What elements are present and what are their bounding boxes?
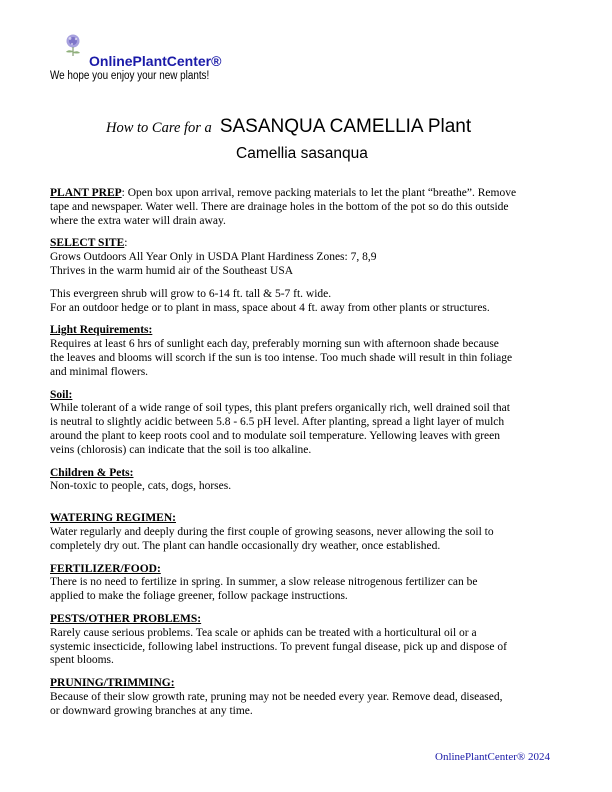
- section-fertilizer: [50, 563, 562, 604]
- pruning-line: or downward growing branches at any time.: [50, 704, 253, 717]
- pests-heading: PESTS/OTHER PROBLEMS:: [50, 612, 202, 625]
- plant-prep-line: tape and newspaper. Water well. There are drainage holes in the bottom of the pot so do this outside: [50, 200, 509, 213]
- plant-prep-line: where the extra water will drain away.: [50, 214, 226, 227]
- pruning-line: Because of their slow growth rate, pruning may not be needed every year. Remove dead, diseased,: [50, 690, 503, 703]
- section-pruning: [50, 677, 562, 718]
- section-pests: [50, 613, 562, 668]
- select-site-line: Grows Outdoors All Year Only in USDA Plant Hardiness Zones: 7, 8,9: [50, 251, 377, 264]
- page-title: [106, 116, 471, 138]
- fertilizer-line: applied to make the foliage greener, follow package instructions.: [50, 590, 348, 603]
- light-line: the leaves and blooms will scorch if the sun is too intense. Too much shade will result in thin foliage: [50, 351, 513, 364]
- section-size: [50, 288, 562, 316]
- light-line: Requires at least 6 hrs of sunlight each day, preferably morning sun with afternoon shade because: [50, 338, 499, 351]
- children-pets-line: Non-toxic to people, cats, dogs, horses.: [50, 480, 232, 493]
- select-site-colon: :: [124, 237, 128, 250]
- light-heading: Light Requirements:: [50, 324, 153, 337]
- section-light: [50, 324, 562, 379]
- soil-heading: Soil:: [50, 388, 73, 401]
- section-select-site: [50, 237, 562, 278]
- tagline: We hope you enjoy your new plants!: [50, 70, 210, 82]
- care-instructions: [50, 187, 562, 728]
- watering-heading: WATERING REGIMEN:: [50, 512, 176, 525]
- watering-line: Water regularly and deeply during the first couple of growing seasons, never allowing the soil to: [50, 525, 494, 538]
- title-prefix: How to Care for a: [106, 120, 212, 136]
- section-watering: [50, 512, 562, 553]
- soil-line: around the plant to keep roots cool and to modulate soil temperature. Yellowing leaves with green: [50, 429, 500, 442]
- plant-prep-heading: PLANT PREP: [50, 187, 122, 199]
- soil-line: is neutral to slightly acidic between 5.8 - 6.5 pH level. After planting, spread a light layer of mulch: [50, 416, 505, 429]
- size-line: For an outdoor hedge or to plant in mass, space about 4 ft. away from other plants or structures.: [50, 301, 490, 314]
- soil-line: veins (chlorosis) can indicate that the soil is too alkaline.: [50, 443, 312, 456]
- pests-line: spent blooms.: [50, 654, 114, 667]
- fertilizer-heading: FERTILIZER/FOOD:: [50, 562, 161, 575]
- section-plant-prep: [50, 187, 562, 228]
- size-line: This evergreen shrub will grow to 6-14 ft. tall & 5-7 ft. wide.: [50, 287, 332, 300]
- section-children-pets: [50, 467, 562, 495]
- light-line: and minimal flowers.: [50, 365, 149, 378]
- select-site-line: Thrives in the warm humid air of the Southeast USA: [50, 264, 294, 277]
- plant-name: SASANQUA CAMELLIA Plant: [219, 116, 472, 137]
- pests-line: Rarely cause serious problems. Tea scale or aphids can be treated with a horticultural oil or a: [50, 626, 477, 639]
- pests-line: systemic insecticide, following label instructions. To prevent fungal disease, pick up and dispose of: [50, 640, 507, 653]
- soil-line: While tolerant of a wide range of soil types, this plant prefers organically rich, well drained soil that: [50, 402, 510, 415]
- watering-line: completely dry out. The plant can handle occasionally dry weather, once established.: [50, 539, 441, 552]
- children-pets-heading: Children & Pets:: [50, 466, 134, 479]
- flower-logo-icon: [62, 33, 84, 57]
- select-site-heading: SELECT SITE: [50, 237, 125, 250]
- botanical-name: Camellia sasanqua: [236, 145, 368, 162]
- footer-copyright: OnlinePlantCenter® 2024: [435, 751, 550, 763]
- plant-prep-line: : Open box upon arrival, remove packing materials to let the plant “breathe”. Remove: [121, 187, 517, 199]
- section-soil: [50, 389, 562, 458]
- fertilizer-line: There is no need to fertilize in spring. In summer, a slow release nitrogenous fertilizer can be: [50, 576, 478, 589]
- pruning-heading: PRUNING/TRIMMING:: [50, 677, 175, 690]
- brand-name: OnlinePlantCenter®: [89, 53, 222, 69]
